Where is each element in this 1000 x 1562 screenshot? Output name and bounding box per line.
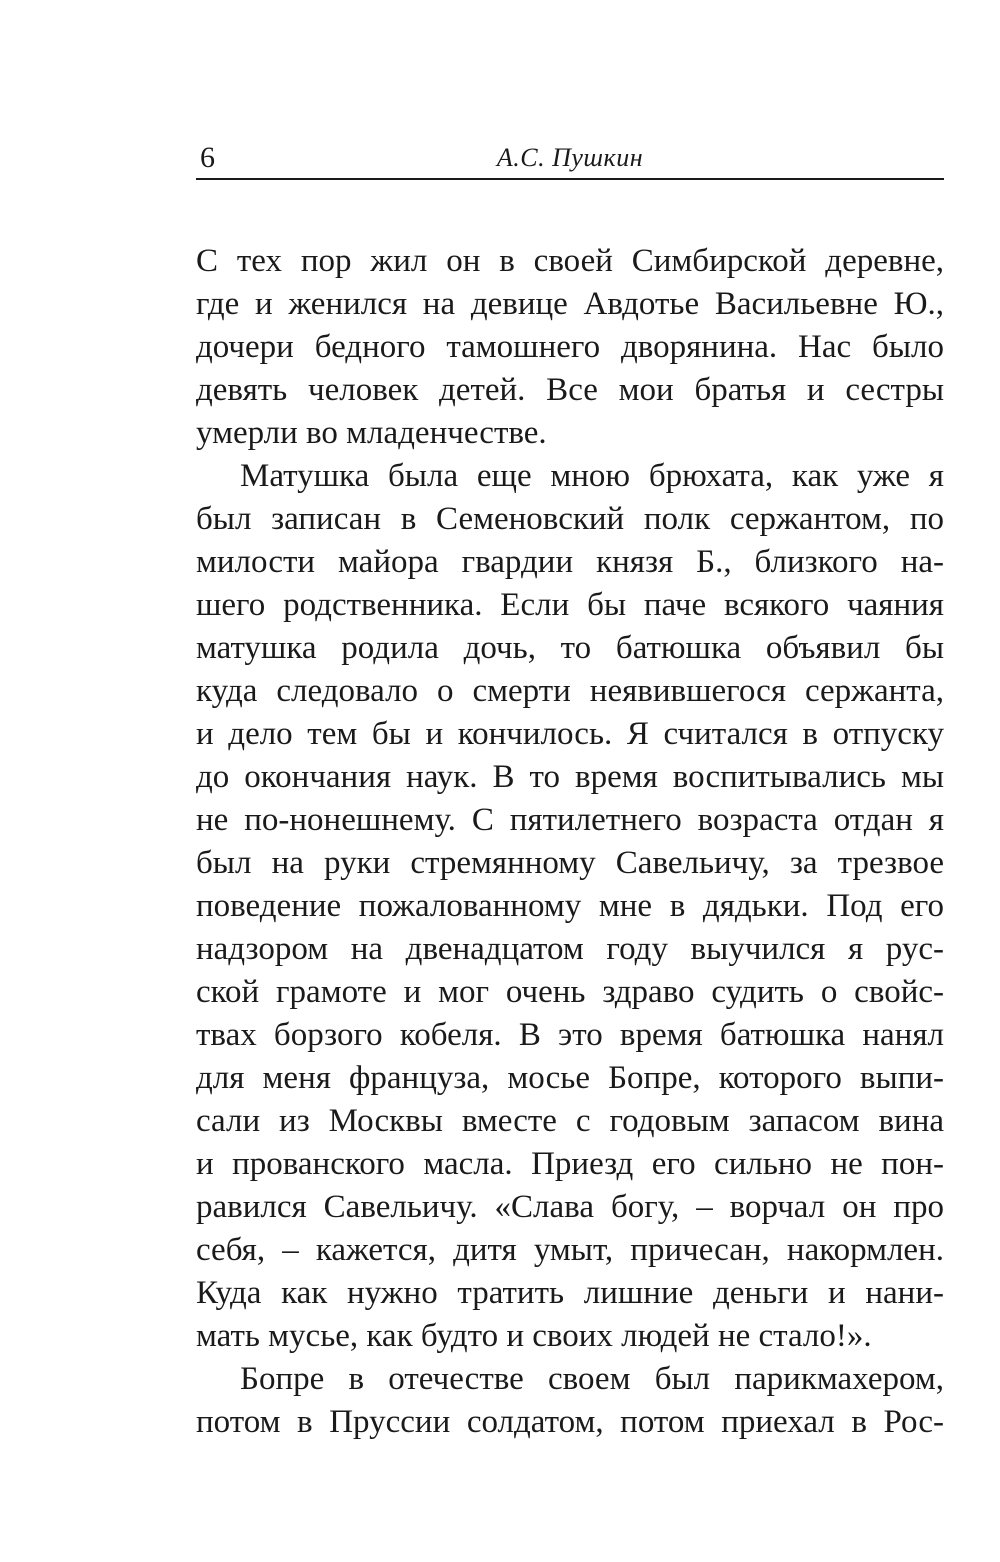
paragraph (196, 455, 944, 1358)
text-line: был на руки стремянному Савельичу, за трезвое (196, 845, 944, 881)
text-line: девять человек детей. Все мои братья и сестры (196, 372, 944, 408)
text-line: потом в Пруссии солдатом, потом приехал в Рос- (196, 1404, 944, 1440)
header-rule (196, 178, 944, 180)
paragraph (196, 240, 944, 455)
body-text (196, 240, 944, 1444)
text-line: Матушка была еще мною брюхата, как уже я (240, 458, 944, 494)
text-line: не по-нонешнему. С пятилетнего возраста отдан я (196, 802, 944, 838)
running-head (196, 136, 944, 180)
text-line: ской грамоте и мог очень здраво судить о свойс- (196, 974, 944, 1010)
text-line: равился Савельичу. «Слава богу, – ворчал он про (196, 1189, 944, 1225)
text-line: для меня француза, мосье Бопре, которого выпи- (196, 1060, 944, 1096)
text-line: Бопре в отечестве своем был парикмахером, (240, 1361, 944, 1397)
text-line: твах борзого кобеля. В это время батюшка нанял (196, 1017, 944, 1053)
text-line: поведение пожалованному мне в дядьки. Под его (196, 888, 944, 924)
text-line: умерли во младенчестве. (196, 415, 547, 451)
text-line: шего родственника. Если бы паче всякого чаяния (196, 587, 944, 623)
text-line: матушка родила дочь, то батюшка объявил бы (196, 630, 944, 666)
text-line: С тех пор жил он в своей Симбирской деревне, (196, 243, 944, 279)
text-line: и дело тем бы и кончилось. Я считался в отпуску (196, 716, 944, 752)
running-title: А.С. Пушкин (496, 143, 644, 172)
text-line: сали из Москвы вместе с годовым запасом вина (196, 1103, 944, 1139)
text-line: куда следовало о смерти неявившегося сержанта, (196, 673, 944, 709)
text-line: где и женился на девице Авдотье Васильевне Ю., (196, 286, 944, 322)
text-line: до окончания наук. В то время воспитывались мы (196, 759, 944, 795)
text-line: был записан в Семеновский полк сержантом, по (196, 501, 944, 537)
text-line: мать мусье, как будто и своих людей не стало!». (196, 1318, 872, 1354)
paragraph (196, 1358, 944, 1444)
text-line: себя, – кажется, дитя умыт, причесан, накормлен. (196, 1232, 944, 1268)
page-number: 6 (200, 141, 215, 174)
text-line: милости майора гвардии князя Б., близкого на- (196, 544, 944, 580)
text-line: и прованского масла. Приезд его сильно не пон- (196, 1146, 944, 1182)
text-line: надзором на двенадцатом году выучился я рус- (196, 931, 944, 967)
text-line: Куда как нужно тратить лишние деньги и нани- (196, 1275, 944, 1311)
text-line: дочери бедного тамошнего дворянина. Нас было (196, 329, 944, 365)
